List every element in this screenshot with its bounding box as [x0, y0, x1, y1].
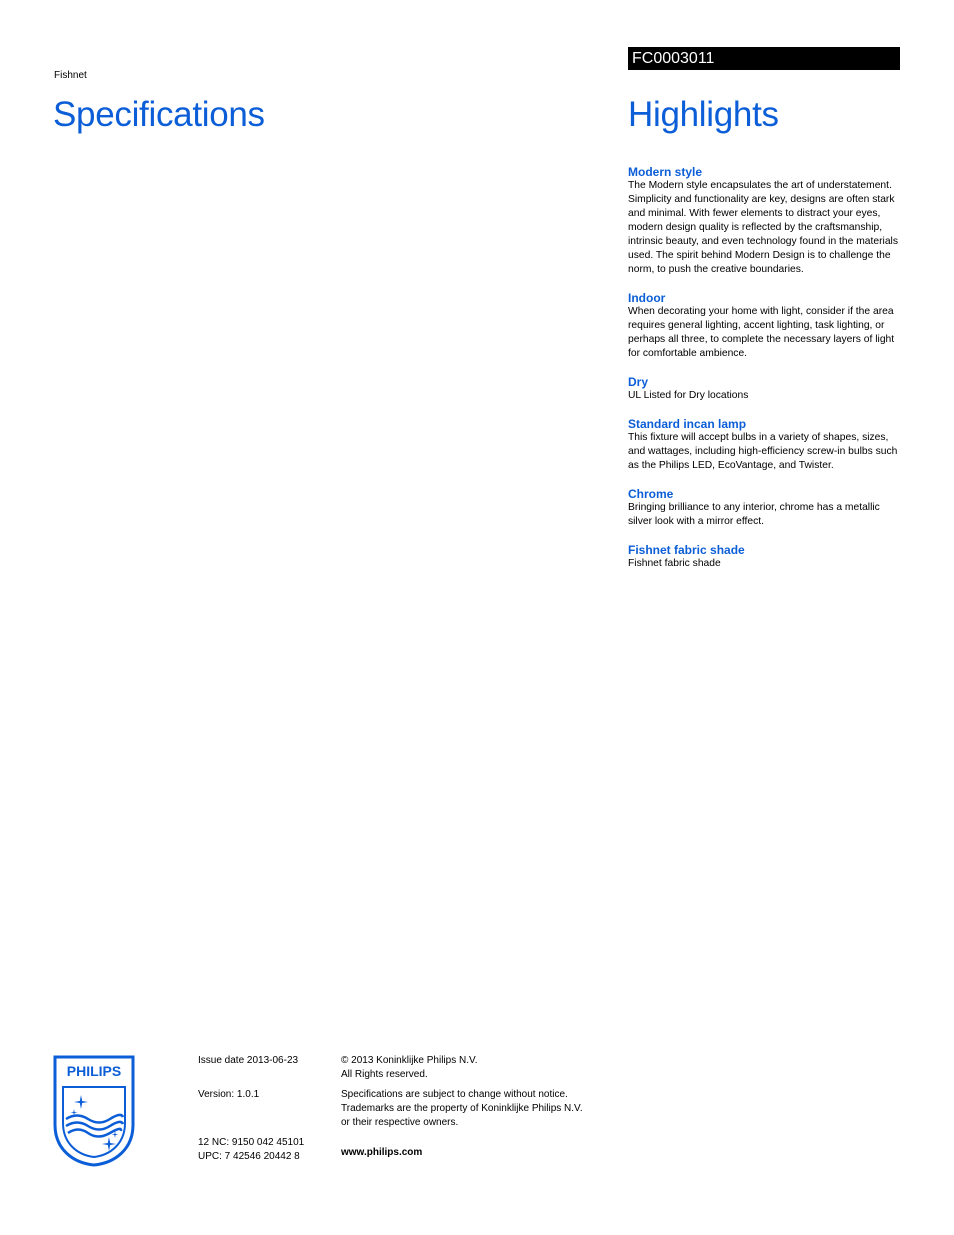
highlight-text: This fixture will accept bulbs in a variety of shapes, sizes, and wattages, including high-efficiency screw-in bulbs such as the Philips LED, EcoVantage, and Twister.	[628, 432, 898, 471]
version: Version: 1.0.1	[198, 1089, 260, 1100]
highlight-item	[628, 375, 900, 403]
highlight-text: Fishnet fabric shade	[628, 558, 721, 569]
logo-wordmark: PHILIPS	[66, 1063, 122, 1079]
footer-product-info	[198, 1054, 328, 1170]
highlights-list	[628, 165, 900, 585]
highlight-text: When decorating your home with light, consider if the area requires general lighting, accent lighting, task lighting, or perhaps all three, to complete the necessary layers of light for comfortable ambience.	[628, 306, 895, 359]
highlight-item	[628, 417, 900, 473]
highlight-heading: Indoor	[628, 291, 666, 305]
highlight-text: Bringing brilliance to any interior, chrome has a metallic silver look with a mirror effect.	[628, 502, 880, 527]
highlight-item	[628, 487, 900, 529]
highlight-item	[628, 291, 900, 361]
highlight-heading: Standard incan lamp	[628, 417, 747, 431]
product-code-bar: FC0003011	[628, 47, 900, 70]
highlight-heading: Modern style	[628, 165, 703, 179]
highlight-heading: Fishnet fabric shade	[628, 543, 745, 557]
upc-number: UPC: 7 42546 20442 8	[198, 1151, 300, 1162]
specifications-title: Specifications	[53, 95, 265, 134]
highlight-heading: Chrome	[628, 487, 674, 501]
notice-line: Specifications are subject to change without notice.	[341, 1089, 568, 1100]
highlight-item	[628, 165, 900, 277]
nc-number: 12 NC: 9150 042 45101	[198, 1137, 305, 1148]
footer-legal	[341, 1054, 616, 1160]
highlight-text: UL Listed for Dry locations	[628, 390, 749, 401]
highlight-text: The Modern style encapsulates the art of understatement. Simplicity and functionality are key, designs are often stark and minimal. With fewer elements to distract your eyes, modern design quality is reflected by the craftsmanship, intrinsic beauty, and even technology found in the materials used. The spirit behind Modern Design is to challenge the norm, to push the creative boundaries.	[628, 180, 898, 275]
highlight-heading: Dry	[628, 375, 649, 389]
product-name: Fishnet	[54, 70, 87, 81]
copyright-line: © 2013 Koninklijke Philips N.V.	[341, 1055, 478, 1066]
issue-date: Issue date 2013-06-23	[198, 1055, 299, 1066]
rights-line: All Rights reserved.	[341, 1069, 428, 1080]
owners-line: or their respective owners.	[341, 1117, 459, 1128]
highlights-title: Highlights	[628, 95, 779, 134]
trademark-line: Trademarks are the property of Koninklijke Philips N.V.	[341, 1103, 583, 1114]
website-link[interactable]: www.philips.com	[341, 1147, 423, 1158]
philips-shield-logo	[53, 1055, 135, 1167]
highlight-item	[628, 543, 900, 571]
